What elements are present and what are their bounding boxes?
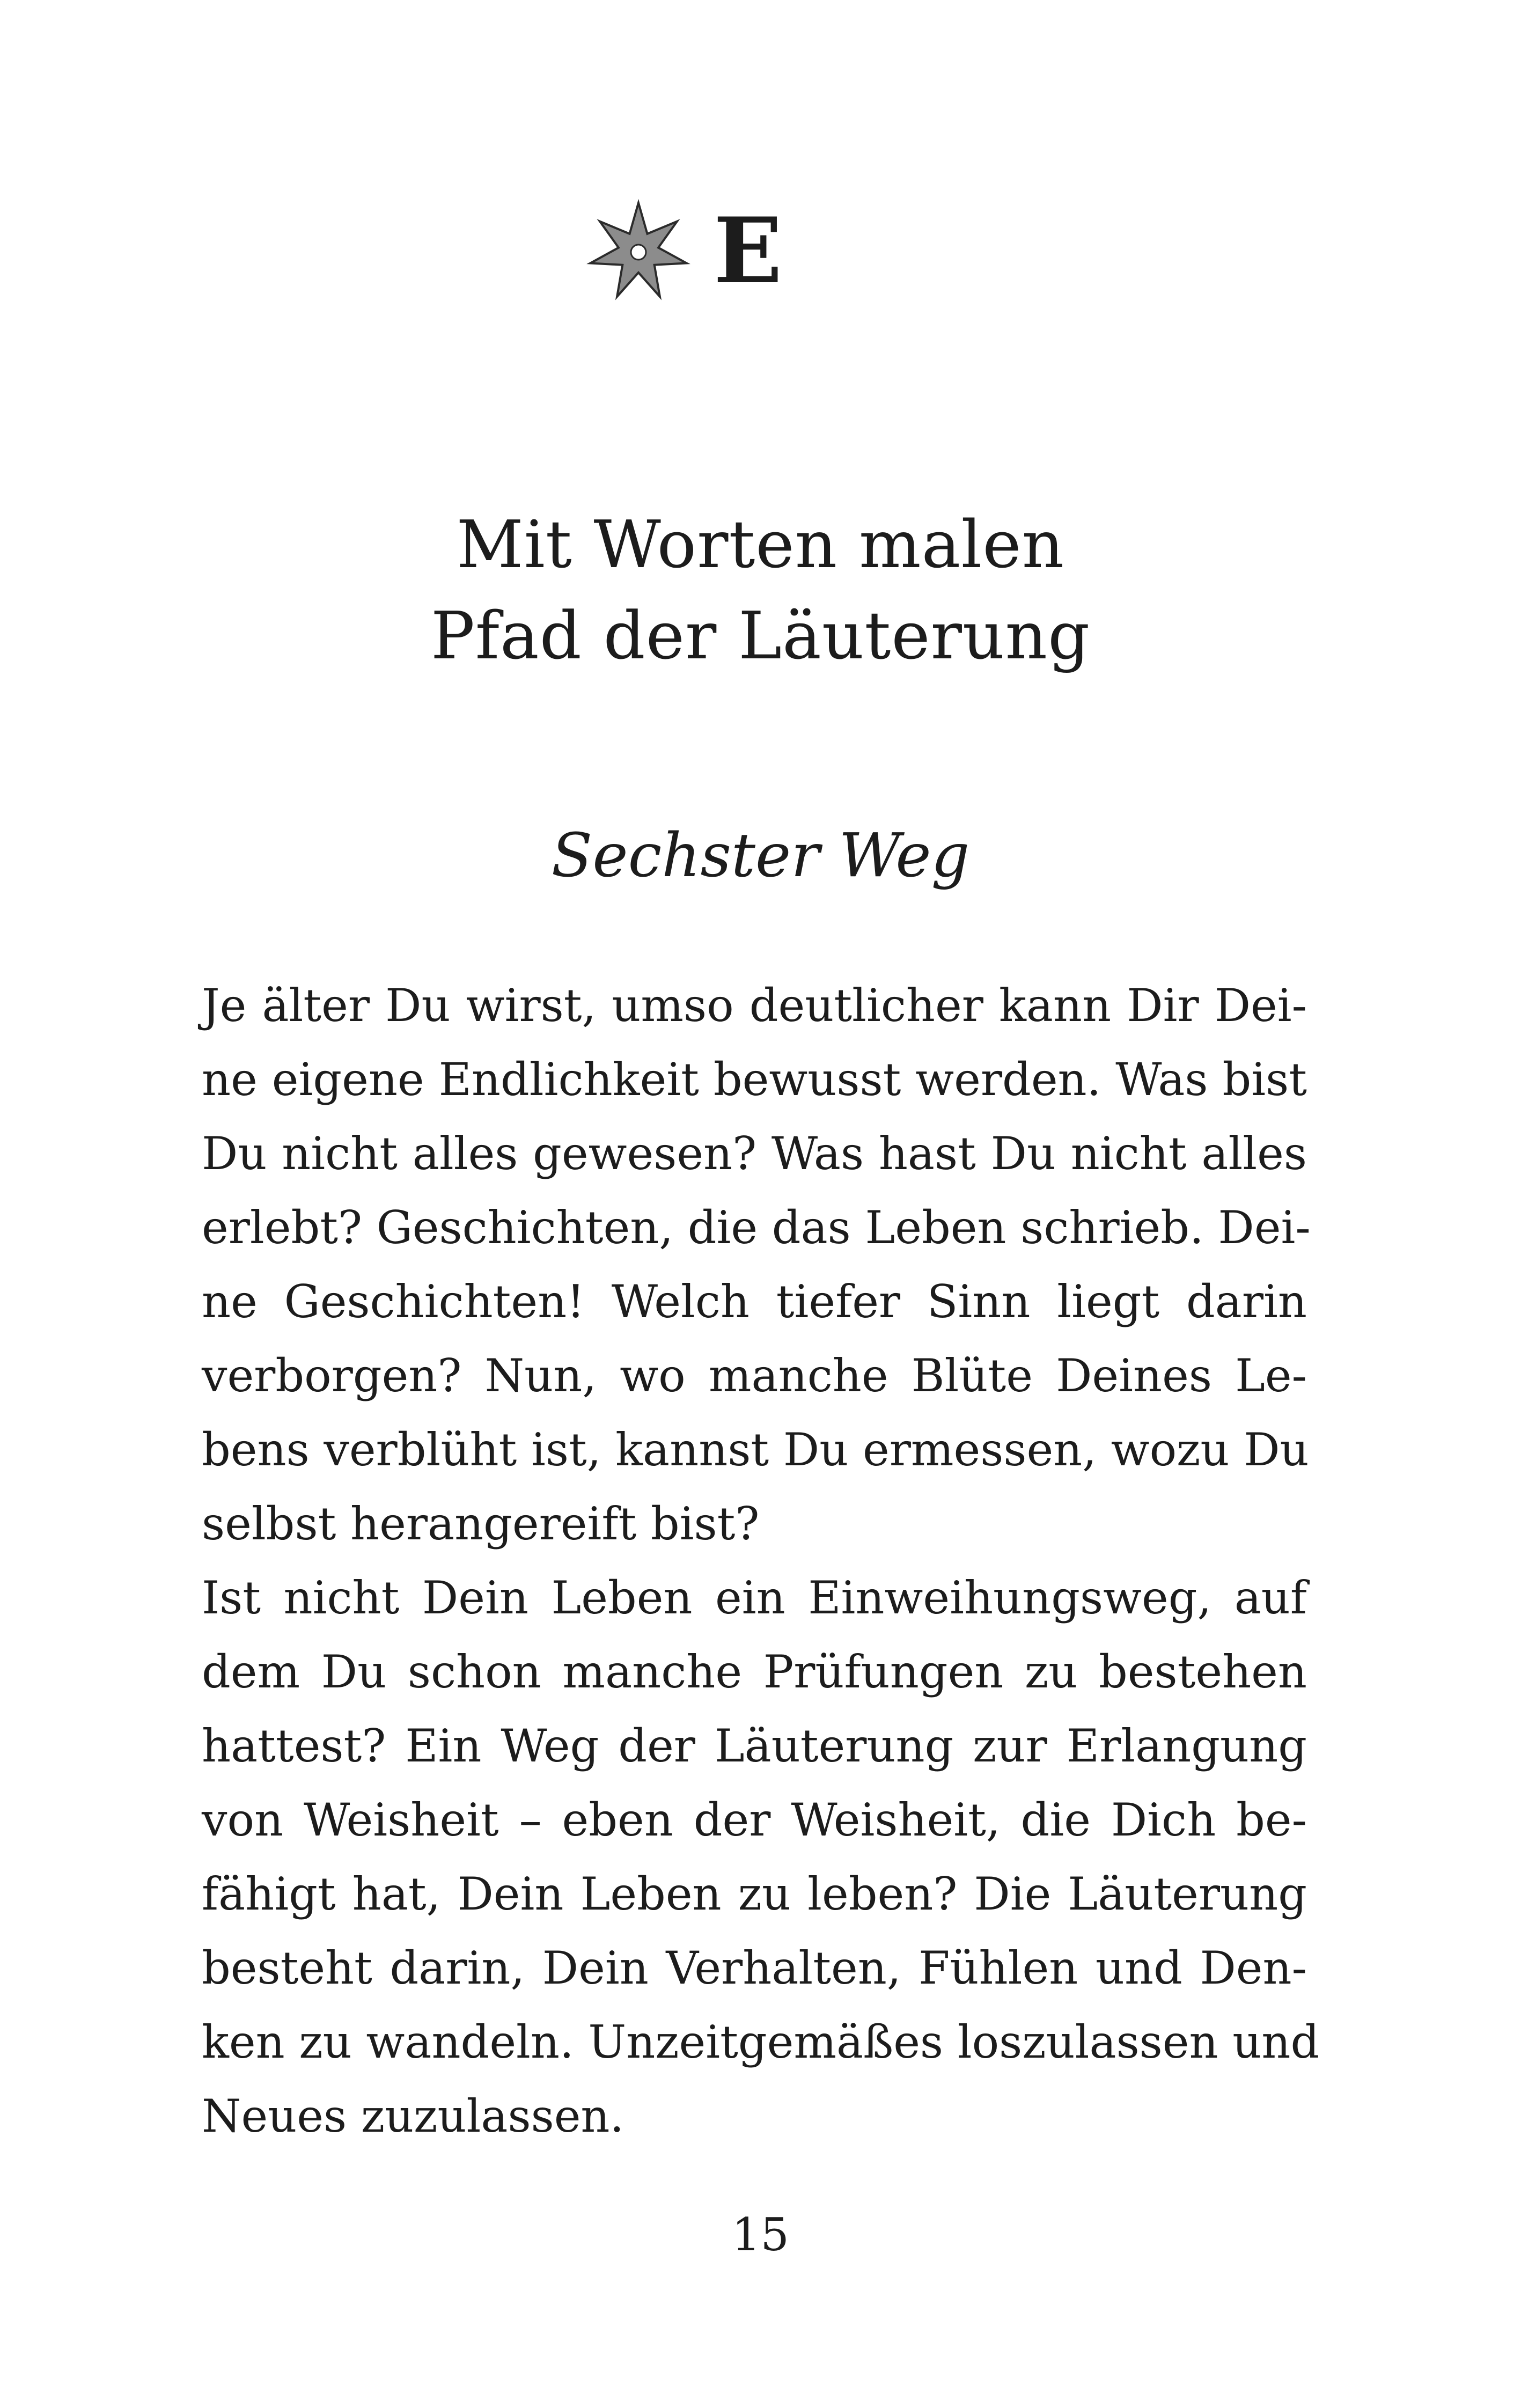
text-line: fähigt hat, Dein Leben zu leben? Die Läuterung	[202, 1868, 1307, 1920]
title-line-2: Pfad der Läuterung	[430, 598, 1091, 674]
text-line: Ist nicht Dein Leben ein Einweihungsweg, auf	[202, 1572, 1307, 1624]
text-line: Neues zuzulassen.	[202, 2090, 624, 2142]
chapter-letter: E	[714, 197, 783, 304]
text-line: Je älter Du wirst, umso deutlicher kann Dir Dei-	[202, 979, 1307, 1032]
chapter-header-mark	[585, 193, 782, 311]
text-line: ne eigene Endlichkeit bewusst werden. Was bist	[202, 1053, 1307, 1106]
section-subtitle: Sechster Weg	[551, 821, 970, 891]
text-line: von Weisheit – eben der Weisheit, die Dich be-	[202, 1794, 1307, 1846]
text-line: ne Geschichten! Welch tiefer Sinn liegt darin	[202, 1275, 1307, 1328]
text-line: dem Du schon manche Prüfungen zu bestehen	[202, 1646, 1307, 1698]
paragraph-2	[202, 1561, 1320, 2153]
text-line: hattest? Ein Weg der Läuterung zur Erlangung	[202, 1720, 1307, 1772]
text-line: ken zu wandeln. Unzeitgemäßes loszulassen und	[202, 2016, 1320, 2068]
body-text	[202, 968, 1320, 2153]
chapter-title	[0, 499, 1521, 681]
text-line: selbst herangereift bist?	[202, 1497, 760, 1550]
text-line: Du nicht alles gewesen? Was hast Du nicht alles	[202, 1127, 1307, 1180]
text-line: besteht darin, Dein Verhalten, Fühlen und Den-	[202, 1942, 1307, 1994]
page-number: 15	[732, 2208, 789, 2261]
paragraph-1	[202, 968, 1311, 1561]
title-line-1: Mit Worten malen	[456, 506, 1065, 583]
seven-point-star-icon	[585, 199, 692, 306]
text-line: bens verblüht ist, kannst Du ermessen, wozu Du	[202, 1423, 1309, 1476]
text-line: verborgen? Nun, wo manche Blüte Deines Le-	[202, 1349, 1307, 1402]
text-line: erlebt? Geschichten, die das Leben schrieb. Dei-	[202, 1201, 1311, 1254]
